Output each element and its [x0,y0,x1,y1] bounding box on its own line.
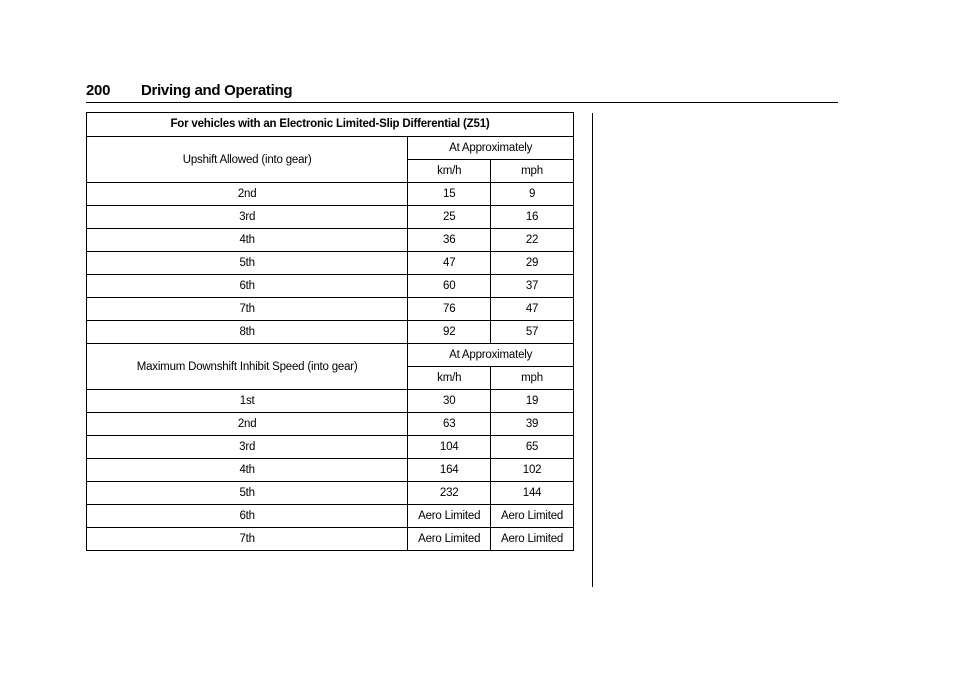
kmh-cell: 60 [408,275,491,298]
kmh-cell: 76 [408,298,491,321]
mph-cell: 57 [491,321,574,344]
gear-cell: 2nd [87,413,408,436]
gear-cell: 5th [87,482,408,505]
kmh-cell: 36 [408,229,491,252]
downshift-header-row [87,344,574,367]
mph-cell: 65 [491,436,574,459]
mph-cell: Aero Limited [491,528,574,551]
table-row [87,482,574,505]
table-row [87,413,574,436]
mph-cell: 9 [491,183,574,206]
upshift-label: Upshift Allowed (into gear) [87,137,408,183]
gear-cell: 6th [87,505,408,528]
gear-cell: 1st [87,390,408,413]
kmh-cell: 15 [408,183,491,206]
kmh-cell: 25 [408,206,491,229]
downshift-unit-mph: mph [491,367,574,390]
page-number: 200 [86,82,111,99]
column-divider [592,113,593,587]
upshift-unit-mph: mph [491,160,574,183]
gear-cell: 7th [87,528,408,551]
downshift-label: Maximum Downshift Inhibit Speed (into gear) [87,344,408,390]
upshift-group-header: At Approximately [408,137,574,160]
gear-cell: 3rd [87,206,408,229]
table-row [87,505,574,528]
mph-cell: 29 [491,252,574,275]
kmh-cell: 47 [408,252,491,275]
gear-cell: 4th [87,459,408,482]
upshift-header-row [87,137,574,160]
mph-cell: 39 [491,413,574,436]
table-row [87,229,574,252]
kmh-cell: 63 [408,413,491,436]
kmh-cell: 232 [408,482,491,505]
table-row [87,275,574,298]
gear-cell: 3rd [87,436,408,459]
mph-cell: 16 [491,206,574,229]
table-row [87,436,574,459]
upshift-unit-kmh: km/h [408,160,491,183]
mph-cell: 37 [491,275,574,298]
mph-cell: 144 [491,482,574,505]
kmh-cell: Aero Limited [408,528,491,551]
gear-cell: 5th [87,252,408,275]
page-header [86,80,838,103]
downshift-group-header: At Approximately [408,344,574,367]
mph-cell: 102 [491,459,574,482]
kmh-cell: 104 [408,436,491,459]
table-caption-row [87,113,574,137]
kmh-cell: 92 [408,321,491,344]
kmh-cell: 164 [408,459,491,482]
mph-cell: 22 [491,229,574,252]
table-caption: For vehicles with an Electronic Limited-Slip Differential (Z51) [87,113,574,137]
table-row [87,183,574,206]
kmh-cell: 30 [408,390,491,413]
table-row [87,321,574,344]
kmh-cell: Aero Limited [408,505,491,528]
gear-cell: 6th [87,275,408,298]
gear-cell: 8th [87,321,408,344]
table-row [87,528,574,551]
section-title: Driving and Operating [141,82,293,99]
gear-cell: 4th [87,229,408,252]
mph-cell: Aero Limited [491,505,574,528]
shift-speed-table [86,112,574,551]
mph-cell: 47 [491,298,574,321]
table-row [87,298,574,321]
downshift-unit-kmh: km/h [408,367,491,390]
table-row [87,252,574,275]
table-row [87,206,574,229]
gear-cell: 2nd [87,183,408,206]
table-row [87,459,574,482]
table-row [87,390,574,413]
gear-cell: 7th [87,298,408,321]
mph-cell: 19 [491,390,574,413]
